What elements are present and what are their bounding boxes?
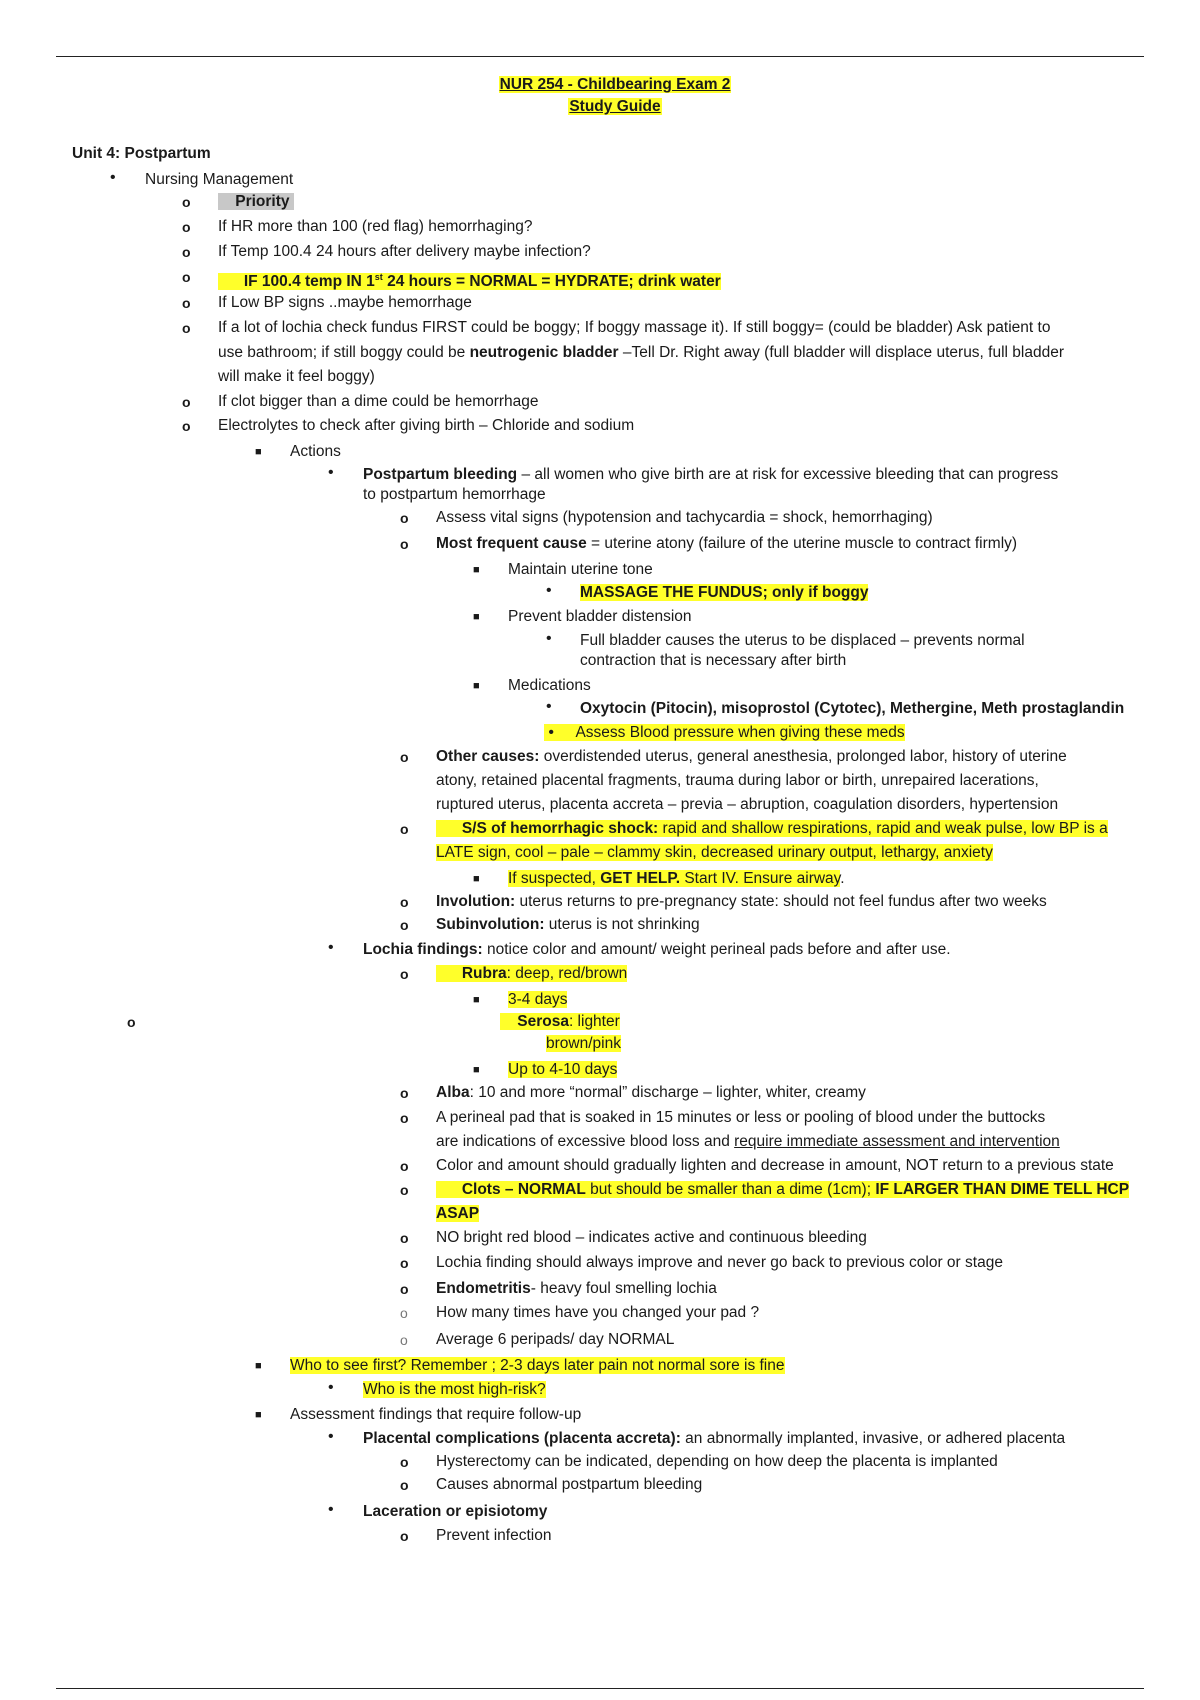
- circle-bullet-icon: o: [400, 1255, 409, 1271]
- square-bullet-icon: ■: [473, 680, 480, 692]
- square-bullet-icon: ■: [473, 611, 480, 623]
- pp-bleeding-line-1: Postpartum bleeding – all women who give birth are at risk for excessive bleeding that can progress: [363, 466, 1059, 483]
- nursing-management: Nursing Management: [145, 171, 294, 188]
- bullet-icon: •: [328, 939, 334, 956]
- lochia-findings-item: Lochia findings: notice color and amount/ weight perineal pads before and after use.: [363, 941, 951, 958]
- improve-item: Lochia finding should always improve and never go back to previous color or stage: [436, 1254, 1003, 1271]
- bright-red-item: NO bright red blood – indicates active and continuous bleeding: [436, 1229, 867, 1246]
- circle-bullet-icon: o: [400, 917, 409, 933]
- page-title: NUR 254 - Childbearing Exam 2: [499, 76, 731, 93]
- bullet-icon: •: [546, 698, 552, 715]
- lochia-check-line-1: If a lot of lochia check fundus FIRST could be boggy; If boggy massage it). If still boggy= (could be bladder) Ask patient to: [218, 319, 1051, 336]
- frequent-cause-item: Most frequent cause = uterine atony (failure of the uterine muscle to contract firmly): [436, 535, 1018, 552]
- color-amount-item: Color and amount should gradually lighten and decrease in amount, NOT return to a previous state: [436, 1157, 1114, 1174]
- electrolytes-item: Electrolytes to check after giving birth – Chloride and sodium: [218, 417, 635, 434]
- other-causes-line-2: atony, retained placental fragments, trauma during labor or birth, unrepaired lacerations,: [436, 772, 1039, 789]
- circle-bullet-icon: o: [400, 1110, 409, 1126]
- bullet-icon: •: [546, 582, 552, 599]
- lochia-check-line-2: use bathroom; if still boggy could be neutrogenic bladder –Tell Dr. Right away (full bladder will displace uterus, full bladder: [218, 344, 1064, 361]
- massage-item: MASSAGE THE FUNDUS; only if boggy: [580, 584, 869, 601]
- rubra-days-item: 3-4 days: [508, 991, 568, 1008]
- circle-bullet-icon: o: [182, 219, 191, 235]
- hysterectomy-item: Hysterectomy can be indicated, depending on how deep the placenta is implanted: [436, 1453, 998, 1470]
- pad-changes-item: How many times have you changed your pad ?: [436, 1304, 760, 1321]
- involution-item: Involution: uterus returns to pre-pregnancy state: should not feel fundus after two weeks: [436, 893, 1047, 910]
- square-bullet-icon: ■: [255, 446, 262, 458]
- priority-label: Priority: [218, 192, 294, 212]
- prevent-infection-item: Prevent infection: [436, 1527, 552, 1544]
- full-bladder-line-2: contraction that is necessary after birth: [580, 652, 847, 669]
- serosa-days-item: Up to 4-10 days: [508, 1061, 618, 1078]
- bottom-rule: [56, 1688, 1144, 1689]
- circle-bullet-icon: o: [400, 1332, 408, 1348]
- circle-bullet-icon: o: [400, 510, 409, 526]
- circle-bullet-icon: o: [400, 1085, 409, 1101]
- circle-bullet-icon: o: [182, 394, 191, 410]
- circle-bullet-icon: o: [182, 295, 191, 311]
- average-pads-item: Average 6 peripads/ day NORMAL: [436, 1331, 675, 1348]
- circle-bullet-icon: o: [182, 244, 191, 260]
- serosa-line-1: Serosa: lighter: [500, 1012, 620, 1032]
- square-bullet-icon: ■: [473, 873, 480, 885]
- medications-list: Oxytocin (Pitocin), misoprostol (Cytotec), Methergine, Meth prostaglandin: [580, 700, 1125, 717]
- temp-item: If Temp 100.4 24 hours after delivery maybe infection?: [218, 243, 591, 260]
- bullet-icon: •: [546, 630, 552, 647]
- circle-bullet-icon: o: [182, 320, 191, 336]
- circle-bullet-icon: o: [400, 1305, 408, 1321]
- pp-bleeding-line-2: to postpartum hemorrhage: [363, 486, 546, 503]
- square-bullet-icon: ■: [473, 1064, 480, 1076]
- circle-bullet-icon: o: [400, 749, 409, 765]
- bladder-item: Prevent bladder distension: [508, 608, 692, 625]
- actions-label: Actions: [290, 443, 341, 460]
- circle-bullet-icon: o: [400, 1477, 409, 1493]
- bullet-icon: •: [110, 169, 116, 186]
- high-risk-item: Who is the most high-risk?: [363, 1381, 546, 1398]
- clots-line-2: ASAP: [436, 1205, 480, 1222]
- square-bullet-icon: ■: [473, 994, 480, 1006]
- soaked-pad-line-2: are indications of excessive blood loss and require immediate assessment and intervention: [436, 1133, 1060, 1150]
- circle-bullet-icon: o: [400, 966, 409, 982]
- circle-bullet-icon: o: [127, 1014, 136, 1030]
- bullet-icon: •: [328, 464, 334, 481]
- medications-item: Medications: [508, 677, 591, 694]
- circle-bullet-icon: o: [400, 1158, 409, 1174]
- followup-label: Assessment findings that require follow-up: [290, 1406, 582, 1423]
- hr-item: If HR more than 100 (red flag) hemorrhaging?: [218, 218, 533, 235]
- alba-item: Alba: 10 and more “normal” discharge – lighter, whiter, creamy: [436, 1084, 866, 1101]
- rubra-item: Rubra: deep, red/brown: [436, 964, 627, 984]
- endometritis-item: Endometritis- heavy foul smelling lochia: [436, 1280, 717, 1297]
- circle-bullet-icon: o: [182, 269, 191, 285]
- clots-line-1: Clots – NORMAL but should be smaller than a dime (1cm); IF LARGER THAN DIME TELL HCP: [436, 1180, 1129, 1200]
- circle-bullet-icon: o: [182, 194, 191, 210]
- circle-bullet-icon: o: [400, 1281, 409, 1297]
- other-causes-line-1: Other causes: overdistended uterus, general anesthesia, prolonged labor, history of uterine: [436, 748, 1067, 765]
- shock-line-2: LATE sign, cool – pale – clammy skin, decreased urinary output, lethargy, anxiety: [436, 844, 993, 861]
- uterine-tone-item: Maintain uterine tone: [508, 561, 653, 578]
- temp-normal-item: IF 100.4 temp IN 1st 24 hours = NORMAL = HYDRATE; drink water: [218, 267, 721, 292]
- circle-bullet-icon: o: [400, 821, 409, 837]
- low-bp-item: If Low BP signs ..maybe hemorrhage: [218, 294, 472, 311]
- unit-heading: Unit 4: Postpartum: [72, 145, 211, 162]
- bullet-icon: •: [328, 1428, 334, 1445]
- circle-bullet-icon: o: [400, 1454, 409, 1470]
- placental-item: Placental complications (placenta accreta): an abnormally implanted, invasive, or adhered placenta: [363, 1430, 1066, 1447]
- square-bullet-icon: ■: [255, 1360, 262, 1372]
- lochia-check-line-3: will make it feel boggy): [218, 368, 375, 385]
- circle-bullet-icon: o: [182, 418, 191, 434]
- bullet-icon: •: [328, 1379, 334, 1396]
- subinvolution-item: Subinvolution: uterus is not shrinking: [436, 916, 700, 933]
- shock-line-1: S/S of hemorrhagic shock: rapid and shallow respirations, rapid and weak pulse, low BP is a: [436, 819, 1108, 839]
- who-first-item: Who to see first? Remember ; 2-3 days later pain not normal sore is fine: [290, 1357, 785, 1374]
- circle-bullet-icon: o: [400, 1182, 409, 1198]
- vitals-item: Assess vital signs (hypotension and tachycardia = shock, hemorrhaging): [436, 509, 933, 526]
- soaked-pad-line-1: A perineal pad that is soaked in 15 minutes or less or pooling of blood under the buttocks: [436, 1109, 1046, 1126]
- meds-bp-item: • Assess Blood pressure when giving these meds: [544, 723, 905, 743]
- full-bladder-line-1: Full bladder causes the uterus to be displaced – prevents normal: [580, 632, 1025, 649]
- serosa-line-2: brown/pink: [546, 1035, 621, 1052]
- circle-bullet-icon: o: [400, 536, 409, 552]
- clot-item: If clot bigger than a dime could be hemorrhage: [218, 393, 539, 410]
- circle-bullet-icon: o: [400, 894, 409, 910]
- abnormal-bleeding-item: Causes abnormal postpartum bleeding: [436, 1476, 703, 1493]
- page-subtitle: Study Guide: [569, 98, 661, 115]
- circle-bullet-icon: o: [400, 1230, 409, 1246]
- get-help-item: If suspected, GET HELP. Start IV. Ensure airway.: [508, 870, 845, 887]
- square-bullet-icon: ■: [473, 564, 480, 576]
- other-causes-line-3: ruptured uterus, placenta accreta – previa – abruption, coagulation disorders, hypertension: [436, 796, 1059, 813]
- bullet-icon: •: [328, 1501, 334, 1518]
- laceration-item: Laceration or episiotomy: [363, 1503, 548, 1520]
- circle-bullet-icon: o: [400, 1528, 409, 1544]
- square-bullet-icon: ■: [255, 1409, 262, 1421]
- top-rule: [56, 56, 1144, 57]
